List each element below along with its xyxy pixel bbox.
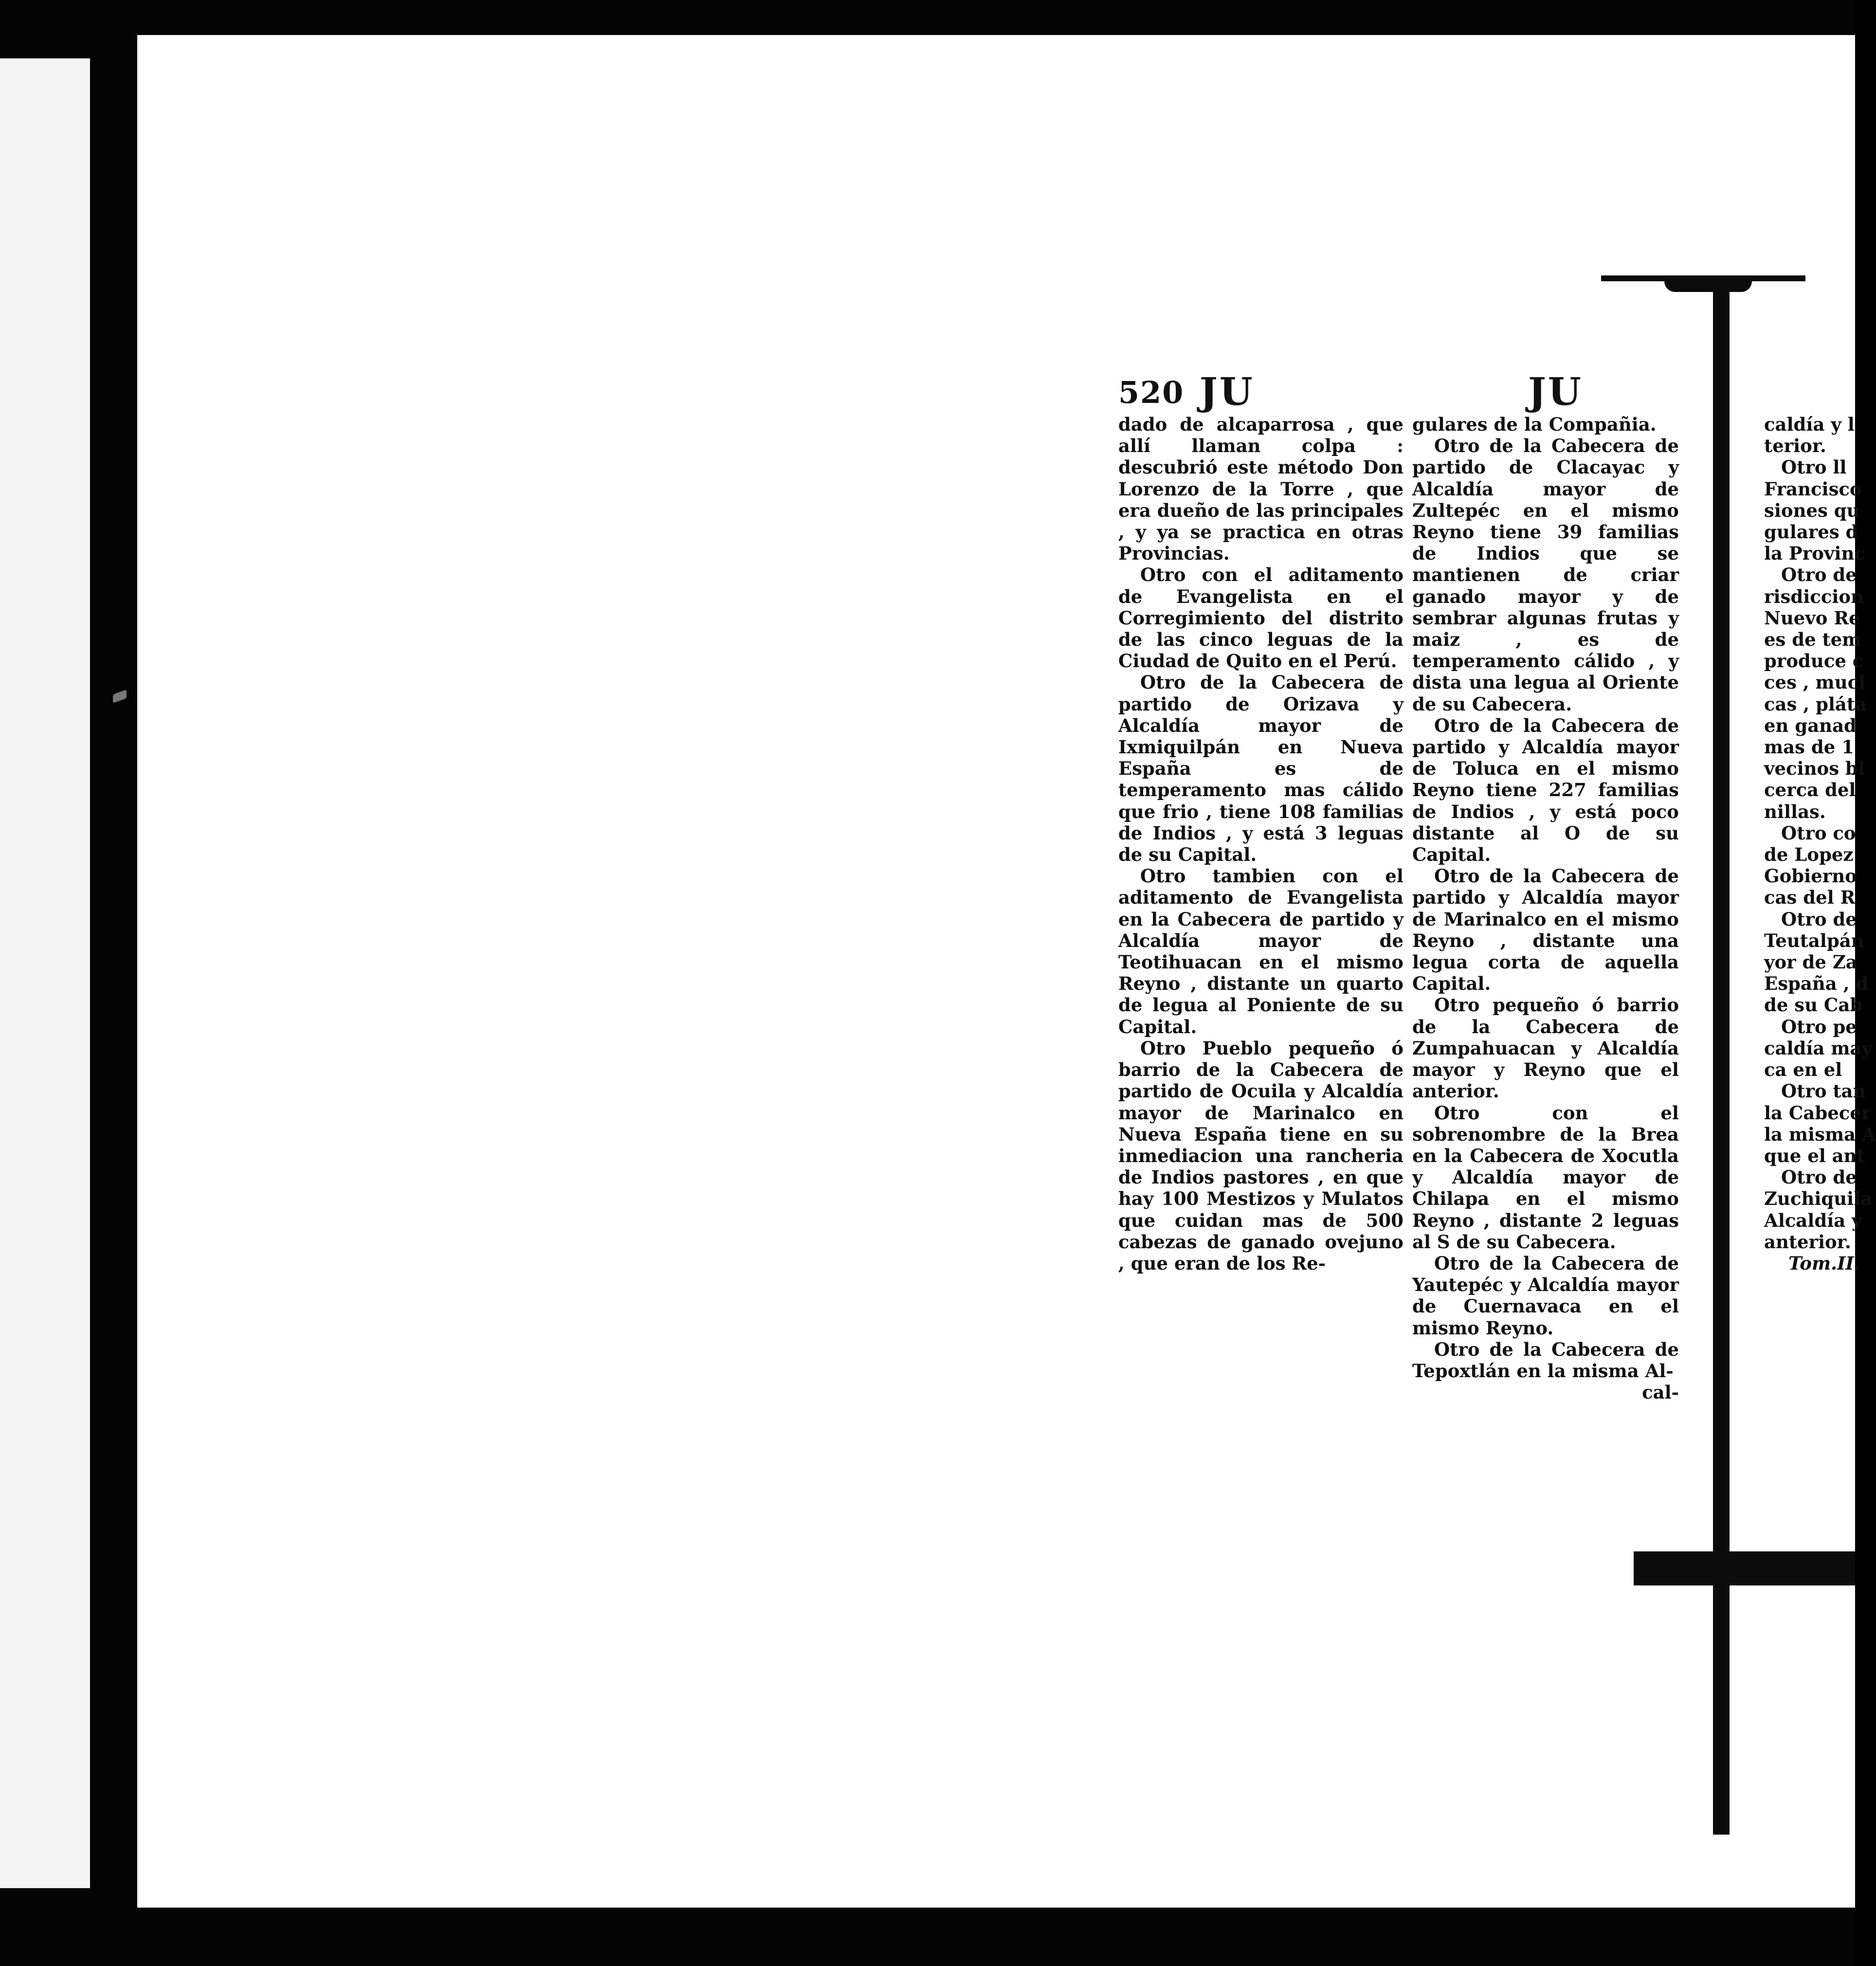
film-target-i-serif [1664,281,1752,292]
line-fragment: es de tem [1764,629,1861,651]
paragraph: Otro con el sobrenombre de la Brea en la Cabecera de Xocutla y Alcaldía mayor de Chilapa en el mismo Reyno , distante 2 leguas al S de su Cabecera. [1412,1102,1679,1253]
line-fragment: cas , pláta [1764,693,1867,715]
line-fragment: siones qu [1764,499,1860,521]
line-fragment: Otro tan [1781,1080,1866,1102]
adjacent-page-strip [0,58,90,1888]
line-fragment: la misma A [1764,1123,1876,1145]
line-fragment: terior. [1764,435,1826,457]
line-fragment: Otro pe [1781,1016,1857,1038]
line-fragment: risdiccion [1764,585,1864,607]
line-fragment: caldía may [1764,1037,1872,1059]
line-fragment: de su Cab [1764,994,1863,1016]
paragraph: dado de alcaparrosa , que allí llaman colpa : descubrió este método Don Lorenzo de la Torre , que era dueño de las principales , y ya se practica en otras Provincias. [1118,414,1403,564]
text-column-right-fragment [1764,414,1876,1274]
line-fragment: Zuchiquila [1764,1188,1873,1210]
line-fragment: ces , mucl [1764,672,1866,693]
paragraph: Otro tambien con el aditamento de Evangelista en la Cabecera de partido y Alcaldía mayor de Teotihuacan en el mismo Reyno , distante un quarto de legua al Poniente de su Capital. [1118,865,1403,1038]
line-fragment: Otro de [1781,908,1857,930]
line-fragment: Teutalpán [1764,929,1864,951]
page-number: 520 [1118,375,1184,410]
line-fragment: la Cabecer [1764,1102,1871,1124]
paragraph: Otro de la Cabecera de Yautepéc y Alcaldía mayor de Cuernavaca en el mismo Reyno. [1412,1252,1679,1339]
running-head-right: JU [1528,370,1583,414]
paragraph: cal- [1642,1382,1679,1403]
scan-border-bottom [0,1908,1855,1966]
paragraph: Otro Pueblo pequeño ó barrio de la Cabecera de partido de Ocuila y Alcaldía mayor de Marinalco en Nueva España tiene en su inmediacion una rancheria de Indios pastores , en que hay 100 Mestizos y Mulatos que cuidan mas de 500 cabezas de ganado ovejuno , que eran de los Re- [1118,1037,1403,1274]
film-target-i-stem [1713,282,1730,1835]
text-column-left [1118,414,1403,1274]
line-fragment: yor de Za [1764,951,1858,973]
line-fragment: que el ant [1764,1145,1865,1166]
line-fragment: Otro de [1781,1166,1857,1188]
paragraph: Otro de la Cabecera de partido y Alcaldía mayor de Marinalco en el mismo Reyno , distante una legua corta de aquella Capital. [1412,865,1679,995]
line-fragment: mas de 1 [1764,736,1854,758]
line-fragment: de Lopez [1764,844,1854,866]
scan-border-top [0,0,1855,35]
film-target-i-base [1634,1551,1855,1585]
line-fragment: nillas. [1764,801,1826,822]
line-fragment: Francisco [1764,478,1862,500]
line-fragment: cas del R [1764,887,1856,909]
line-fragment: España , d [1764,973,1869,995]
line-fragment: Nuevo Re [1764,607,1860,629]
line-fragment: produce c [1764,650,1864,672]
line-fragment: Tom.II. [1788,1252,1860,1274]
paragraph: Otro pequeño ó barrio de la Cabecera de Zumpahuacan y Alcaldía mayor y Reyno que el anterior. [1412,994,1679,1102]
line-fragment: Gobierno [1764,865,1857,887]
text-column-middle [1412,414,1679,1403]
line-fragment: Otro co [1781,822,1856,844]
paragraph: Otro de la Cabecera de partido de Orizava y Alcaldía mayor de Ixmiquilpán en Nueva España es de temperamento mas cálido que frio , tiene 108 familias de Indios , y está 3 leguas de su Capital. [1118,672,1403,866]
line-fragment: caldía y l [1764,414,1855,435]
line-fragment: Otro de [1781,564,1857,586]
line-fragment: Otro ll [1781,456,1847,478]
line-fragment: Alcaldía y [1764,1209,1862,1231]
line-fragment: en ganad [1764,714,1857,736]
line-fragment: ca en el [1764,1059,1842,1081]
paragraph: Otro de la Cabecera de partido de Clacayac y Alcaldía mayor de Zultepéc en el mismo Reyno tiene 39 familias de Indios que se mantienen de criar ganado mayor y de sembrar algunas frutas y maiz , es de temperamento cálido , y dista una legua al Oriente de su Cabecera. [1412,435,1679,715]
line-fragment: vecinos bl [1764,758,1865,780]
paragraph: Otro de la Cabecera de Tepoxtlán en la misma Al- [1412,1338,1679,1382]
paragraph: Otro de la Cabecera de partido y Alcaldía mayor de Toluca en el mismo Reyno tiene 227 familias de Indios , y está poco distante al O de su Capital. [1412,714,1679,866]
running-head-left: JU [1200,370,1255,414]
line-fragment: cerca del [1764,779,1856,801]
paragraph: gulares de la Compañia. [1412,414,1657,435]
line-fragment: gulares d [1764,521,1858,543]
line-fragment: anterior. [1764,1231,1851,1253]
line-fragment: la Provinc [1764,543,1865,564]
film-target-i-top [1601,275,1805,281]
paragraph: Otro con el aditamento de Evangelista en el Corregimiento del distrito de las cinco leguas de la Ciudad de Quito en el Perú. [1118,564,1403,672]
